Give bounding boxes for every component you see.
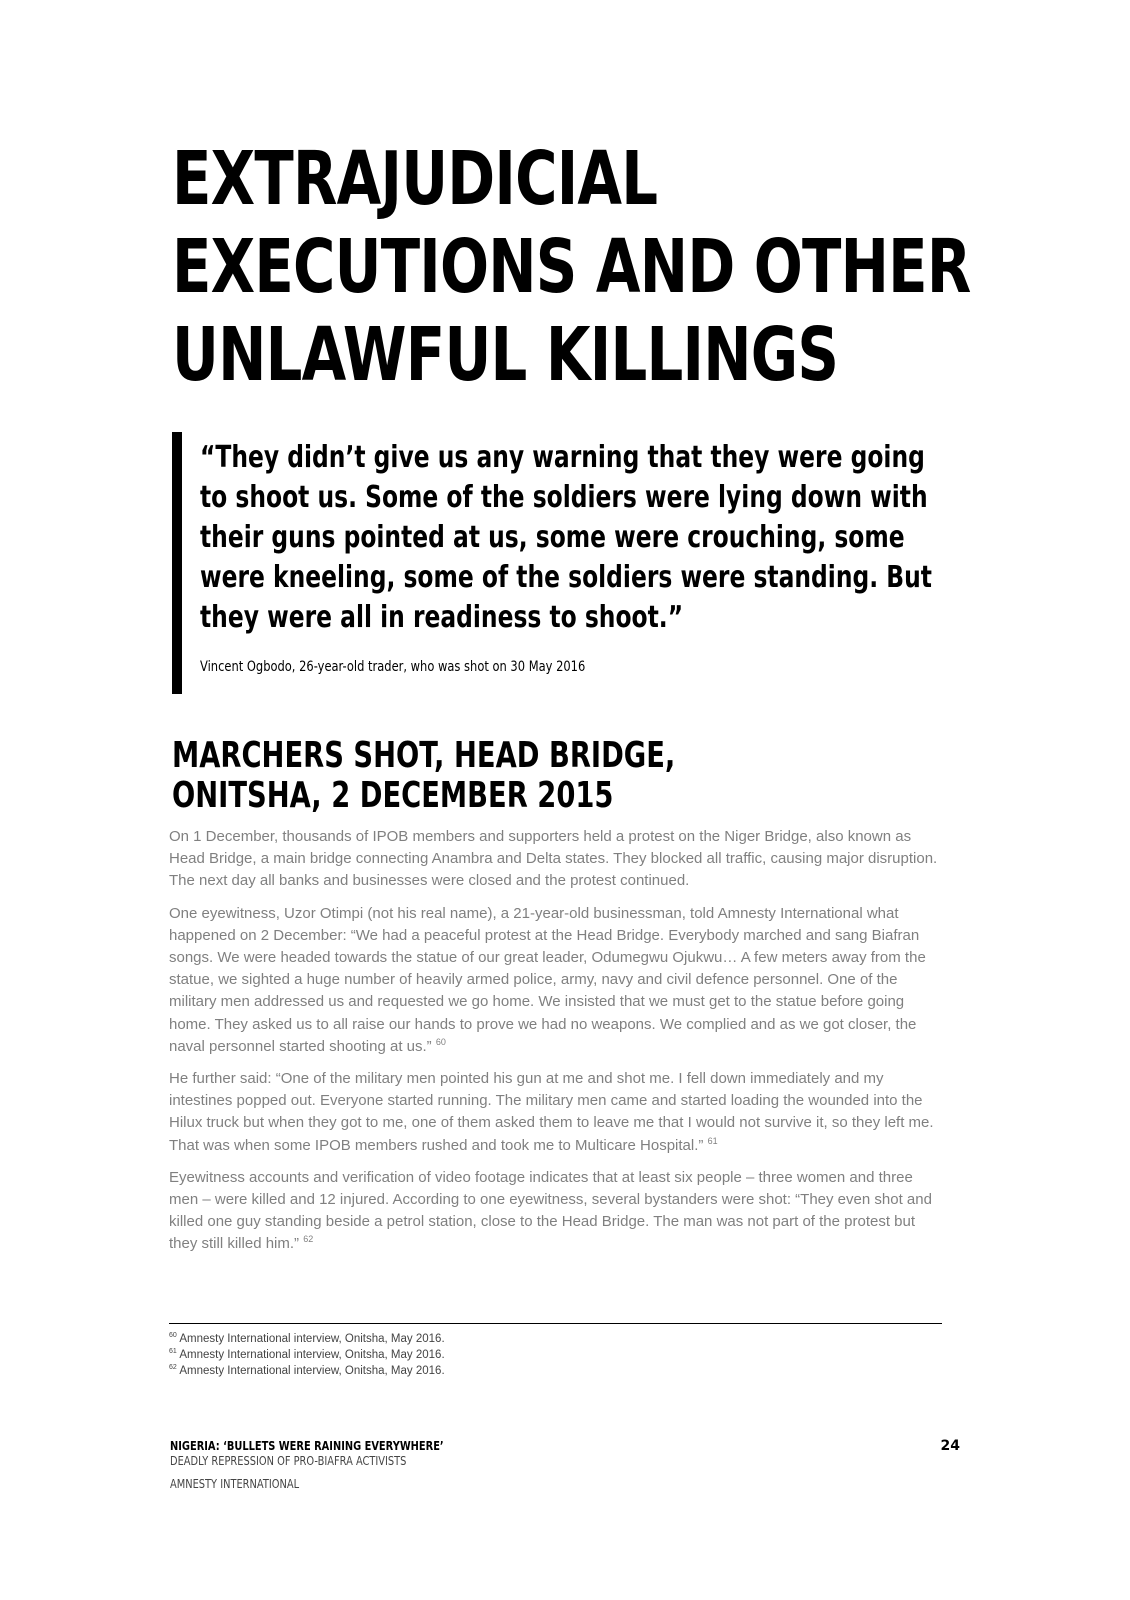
paragraph-text: One eyewitness, Uzor Otimpi (not his real name), a 21-year-old businessman, told Amnesty International what happened on 2 December: “We had a peaceful protest at the Head Bridge. Everybody marched and sang Biafran songs. We were headed towards the statue of our great leader, Odumegwu Ojukwu… A few meters away from the statue, we sighted a huge number of heavily armed police, army, navy and civil defence personnel. One of the military men addressed us and requested we go home. We insisted that we must get to the statue before going home. They asked us to all raise our hands to prove we had no weapons. We complied and as we got closer, the naval personnel started shooting at us.”	[169, 904, 926, 1055]
title-line: EXECUTIONS AND OTHER	[172, 224, 971, 310]
pull-quote	[172, 432, 962, 694]
title-line: EXTRAJUDICIAL	[172, 136, 658, 222]
footnote	[169, 1363, 869, 1379]
footnote	[169, 1347, 869, 1363]
footer-report-title: NIGERIA: ‘BULLETS WERE RAINING EVERYWHERE’	[170, 1439, 444, 1453]
footnote-number: 62	[169, 1364, 177, 1372]
footnote-divider	[169, 1323, 942, 1324]
footnote-number: 61	[169, 1348, 177, 1356]
quote-attribution: Vincent Ogbodo, 26-year-old trader, who was shot on 30 May 2016	[200, 659, 586, 675]
paragraph	[169, 1167, 941, 1256]
title-line: UNLAWFUL KILLINGS	[172, 312, 839, 398]
body-text	[169, 826, 941, 1266]
paragraph	[169, 903, 941, 1058]
quote-text: “They didn’t give us any warning that they were going to shoot us. Some of the soldiers were lying down with their guns pointed at us, some were crouching, some were kneeling, some of the soldiers were standing. But they were all in readiness to shoot.”	[200, 440, 932, 635]
footnote-text: Amnesty International interview, Onitsha, May 2016.	[179, 1349, 445, 1361]
page-number: 24	[940, 1438, 960, 1454]
quote-bar	[172, 432, 182, 694]
footnote	[169, 1331, 869, 1347]
section-heading: MARCHERS SHOT, HEAD BRIDGE, ONITSHA, 2 DECEMBER 2015	[172, 735, 676, 816]
paragraph-text: Eyewitness accounts and verification of video footage indicates that at least six people – three women and three men – were killed and 12 injured. According to one eyewitness, several bystanders were shot: “They even shot and killed one guy standing beside a petrol station, close to the Head Bridge. The man was not part of the protest but they still killed him.”	[169, 1168, 932, 1253]
footnote-ref[interactable]: 60	[435, 1036, 446, 1047]
paragraph	[169, 826, 941, 893]
paragraph	[169, 1068, 941, 1157]
footnote-text: Amnesty International interview, Onitsha, May 2016.	[179, 1333, 445, 1345]
footnote-text: Amnesty International interview, Onitsha, May 2016.	[179, 1365, 445, 1377]
paragraph-text: On 1 December, thousands of IPOB members and supporters held a protest on the Niger Bridge, also known as Head Bridge, a main bridge connecting Anambra and Delta states. They blocked all traffic, causing major disruption. The next day all banks and businesses were closed and the protest continued.	[169, 828, 938, 890]
page-title	[172, 135, 971, 399]
footnote-ref[interactable]: 62	[303, 1234, 314, 1245]
footnotes	[169, 1331, 869, 1379]
footer-organization: AMNESTY INTERNATIONAL	[170, 1477, 300, 1491]
paragraph-text: He further said: “One of the military men pointed his gun at me and shot me. I fell down immediately and my intestines popped out. Everyone started running. The military men came and started loading the wounded into the Hilux truck but when they got to me, one of them asked them to leave me that I would not survive it, so they left me. That was when some IPOB members rushed and took me to Multicare Hospital.”	[169, 1070, 934, 1154]
footnote-number: 60	[169, 1332, 177, 1340]
footnote-ref[interactable]: 61	[707, 1135, 718, 1146]
footer-report-subtitle: DEADLY REPRESSION OF PRO-BIAFRA ACTIVISTS	[170, 1454, 407, 1468]
